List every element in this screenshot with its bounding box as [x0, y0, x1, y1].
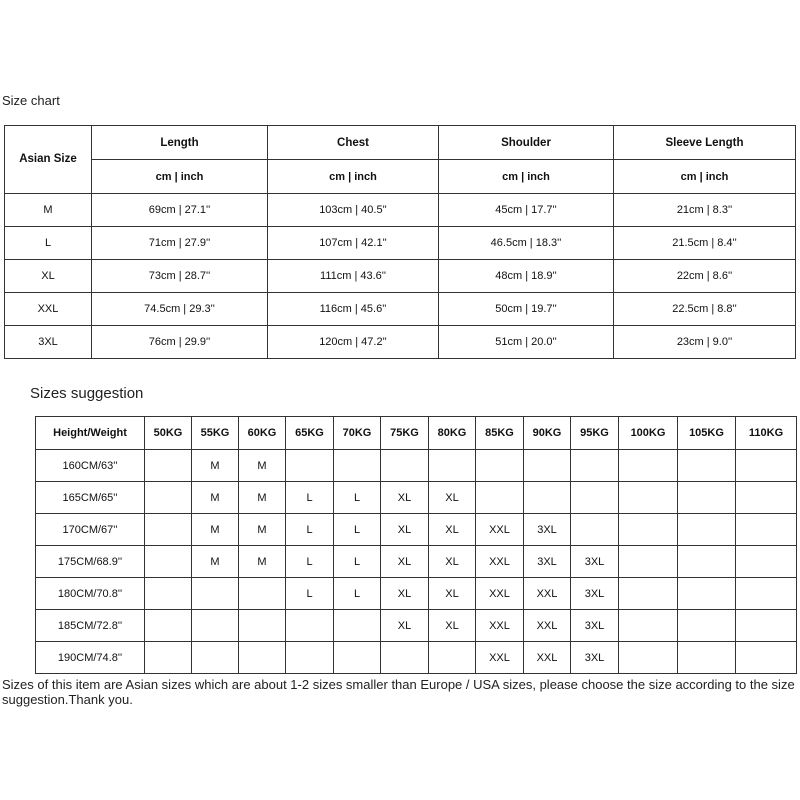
- measurement-cell: 103cm | 40.5'': [268, 194, 439, 227]
- suggested-size-cell: [736, 450, 797, 482]
- suggested-size-cell: [145, 546, 192, 578]
- suggested-size-cell: M: [192, 546, 239, 578]
- measurement-cell: 120cm | 47.2'': [268, 326, 439, 359]
- suggested-size-cell: M: [192, 482, 239, 514]
- suggested-size-cell: [678, 482, 736, 514]
- suggested-size-cell: [736, 514, 797, 546]
- measurement-cell: 107cm | 42.1'': [268, 227, 439, 260]
- suggested-size-cell: [381, 642, 429, 674]
- suggested-size-cell: XL: [429, 514, 476, 546]
- suggested-size-cell: [334, 610, 381, 642]
- size-row: [5, 293, 796, 326]
- unit-header: cm | inch: [268, 160, 439, 194]
- suggested-size-cell: [619, 578, 678, 610]
- suggested-size-cell: L: [286, 578, 334, 610]
- suggested-size-cell: M: [192, 450, 239, 482]
- suggested-size-cell: [736, 610, 797, 642]
- height-label: 165CM/65'': [36, 482, 145, 514]
- measurement-cell: 22.5cm | 8.8'': [614, 293, 796, 326]
- suggested-size-cell: XL: [381, 482, 429, 514]
- suggested-size-cell: [192, 610, 239, 642]
- measurement-cell: 71cm | 27.9'': [92, 227, 268, 260]
- suggested-size-cell: [619, 482, 678, 514]
- weight-header: 85KG: [476, 417, 524, 450]
- suggestion-row: [36, 610, 797, 642]
- suggested-size-cell: [571, 450, 619, 482]
- suggestion-row: [36, 578, 797, 610]
- suggested-size-cell: [619, 610, 678, 642]
- height-label: 160CM/63'': [36, 450, 145, 482]
- suggested-size-cell: XXL: [476, 642, 524, 674]
- suggested-size-cell: XL: [429, 578, 476, 610]
- weight-header: 100KG: [619, 417, 678, 450]
- unit-header: cm | inch: [439, 160, 614, 194]
- suggested-size-cell: XXL: [476, 610, 524, 642]
- suggested-size-cell: [145, 450, 192, 482]
- suggested-size-cell: [145, 610, 192, 642]
- suggested-size-cell: M: [239, 546, 286, 578]
- measurement-cell: 46.5cm | 18.3'': [439, 227, 614, 260]
- suggested-size-cell: 3XL: [571, 610, 619, 642]
- size-chart-header-row: [5, 126, 796, 160]
- suggested-size-cell: L: [286, 546, 334, 578]
- size-row: [5, 260, 796, 293]
- suggested-size-cell: [678, 610, 736, 642]
- size-row: [5, 326, 796, 359]
- measurement-cell: 73cm | 28.7'': [92, 260, 268, 293]
- suggested-size-cell: M: [192, 514, 239, 546]
- size-footnote: Sizes of this item are Asian sizes which are about 1-2 sizes smaller than Europe / USA sizes, please choose the size according to the size suggestion.Thank you.: [2, 677, 795, 707]
- sizes-suggestion-table: [35, 416, 797, 674]
- unit-header: cm | inch: [92, 160, 268, 194]
- weight-header: 80KG: [429, 417, 476, 450]
- size-row: [5, 227, 796, 260]
- suggested-size-cell: XXL: [524, 578, 571, 610]
- suggested-size-cell: M: [239, 450, 286, 482]
- size-row: [5, 194, 796, 227]
- suggested-size-cell: XL: [381, 578, 429, 610]
- weight-header: 95KG: [571, 417, 619, 450]
- suggested-size-cell: [145, 578, 192, 610]
- suggested-size-cell: [429, 450, 476, 482]
- suggested-size-cell: 3XL: [571, 642, 619, 674]
- suggested-size-cell: L: [286, 514, 334, 546]
- height-label: 185CM/72.8'': [36, 610, 145, 642]
- suggested-size-cell: [571, 482, 619, 514]
- suggested-size-cell: [678, 578, 736, 610]
- column-header: Sleeve Length: [614, 126, 796, 160]
- suggested-size-cell: [571, 514, 619, 546]
- suggested-size-cell: [286, 450, 334, 482]
- measurement-cell: 76cm | 29.9'': [92, 326, 268, 359]
- suggested-size-cell: L: [334, 482, 381, 514]
- suggested-size-cell: 3XL: [524, 546, 571, 578]
- suggested-size-cell: [619, 450, 678, 482]
- unit-header: cm | inch: [614, 160, 796, 194]
- asian-size-header: Asian Size: [5, 126, 92, 194]
- suggested-size-cell: [678, 642, 736, 674]
- suggested-size-cell: [192, 642, 239, 674]
- suggested-size-cell: [619, 642, 678, 674]
- suggestion-body: [36, 450, 797, 674]
- weight-header: 60KG: [239, 417, 286, 450]
- suggested-size-cell: L: [334, 546, 381, 578]
- measurement-cell: 116cm | 45.6'': [268, 293, 439, 326]
- suggestion-row: [36, 642, 797, 674]
- suggested-size-cell: [239, 642, 286, 674]
- column-header: Length: [92, 126, 268, 160]
- size-label: M: [5, 194, 92, 227]
- column-header: Shoulder: [439, 126, 614, 160]
- suggested-size-cell: 3XL: [524, 514, 571, 546]
- suggestion-row: [36, 450, 797, 482]
- suggested-size-cell: XL: [429, 610, 476, 642]
- suggested-size-cell: [286, 610, 334, 642]
- suggestion-row: [36, 514, 797, 546]
- suggestion-row: [36, 546, 797, 578]
- suggested-size-cell: [334, 450, 381, 482]
- suggested-size-cell: [736, 482, 797, 514]
- suggested-size-cell: [286, 642, 334, 674]
- height-label: 175CM/68.9'': [36, 546, 145, 578]
- size-chart-unit-row: [5, 160, 796, 194]
- suggested-size-cell: [678, 546, 736, 578]
- suggested-size-cell: L: [334, 578, 381, 610]
- suggested-size-cell: XXL: [476, 546, 524, 578]
- suggested-size-cell: M: [239, 514, 286, 546]
- suggested-size-cell: [239, 610, 286, 642]
- size-chart-table: [4, 125, 796, 359]
- measurement-cell: 51cm | 20.0'': [439, 326, 614, 359]
- suggested-size-cell: [145, 482, 192, 514]
- sizes-suggestion-title: Sizes suggestion: [30, 385, 144, 402]
- weight-header: 65KG: [286, 417, 334, 450]
- measurement-cell: 111cm | 43.6'': [268, 260, 439, 293]
- suggested-size-cell: XXL: [476, 514, 524, 546]
- height-weight-header: Height/Weight: [36, 417, 145, 450]
- suggested-size-cell: XL: [429, 482, 476, 514]
- suggestion-row: [36, 482, 797, 514]
- suggested-size-cell: [619, 514, 678, 546]
- measurement-cell: 21cm | 8.3'': [614, 194, 796, 227]
- suggested-size-cell: [476, 450, 524, 482]
- weight-header: 105KG: [678, 417, 736, 450]
- suggested-size-cell: [429, 642, 476, 674]
- measurement-cell: 69cm | 27.1'': [92, 194, 268, 227]
- measurement-cell: 45cm | 17.7'': [439, 194, 614, 227]
- suggested-size-cell: XL: [429, 546, 476, 578]
- suggested-size-cell: [334, 642, 381, 674]
- size-label: XXL: [5, 293, 92, 326]
- size-label: XL: [5, 260, 92, 293]
- suggested-size-cell: [239, 578, 286, 610]
- suggested-size-cell: [736, 546, 797, 578]
- measurement-cell: 23cm | 9.0'': [614, 326, 796, 359]
- suggested-size-cell: XXL: [476, 578, 524, 610]
- height-label: 190CM/74.8'': [36, 642, 145, 674]
- height-label: 170CM/67'': [36, 514, 145, 546]
- suggested-size-cell: [524, 450, 571, 482]
- suggested-size-cell: 3XL: [571, 546, 619, 578]
- measurement-cell: 21.5cm | 8.4'': [614, 227, 796, 260]
- weight-header: 55KG: [192, 417, 239, 450]
- suggested-size-cell: L: [286, 482, 334, 514]
- measurement-cell: 22cm | 8.6'': [614, 260, 796, 293]
- suggestion-header-row: [36, 417, 797, 450]
- suggested-size-cell: [736, 578, 797, 610]
- suggested-size-cell: [145, 514, 192, 546]
- weight-header: 75KG: [381, 417, 429, 450]
- size-label: 3XL: [5, 326, 92, 359]
- suggested-size-cell: [192, 578, 239, 610]
- column-header: Chest: [268, 126, 439, 160]
- height-label: 180CM/70.8'': [36, 578, 145, 610]
- suggested-size-cell: XXL: [524, 610, 571, 642]
- size-chart-body: [5, 194, 796, 359]
- size-chart-title: Size chart: [2, 93, 60, 108]
- measurement-cell: 50cm | 19.7'': [439, 293, 614, 326]
- suggested-size-cell: [678, 514, 736, 546]
- suggested-size-cell: M: [239, 482, 286, 514]
- weight-header: 70KG: [334, 417, 381, 450]
- measurement-cell: 74.5cm | 29.3'': [92, 293, 268, 326]
- size-label: L: [5, 227, 92, 260]
- suggested-size-cell: [736, 642, 797, 674]
- suggested-size-cell: [524, 482, 571, 514]
- suggested-size-cell: [476, 482, 524, 514]
- suggested-size-cell: L: [334, 514, 381, 546]
- suggested-size-cell: XL: [381, 514, 429, 546]
- suggested-size-cell: XL: [381, 546, 429, 578]
- suggested-size-cell: XL: [381, 610, 429, 642]
- suggested-size-cell: [381, 450, 429, 482]
- suggested-size-cell: [678, 450, 736, 482]
- suggested-size-cell: 3XL: [571, 578, 619, 610]
- weight-header: 90KG: [524, 417, 571, 450]
- measurement-cell: 48cm | 18.9'': [439, 260, 614, 293]
- weight-header: 50KG: [145, 417, 192, 450]
- suggested-size-cell: [619, 546, 678, 578]
- suggested-size-cell: XXL: [524, 642, 571, 674]
- weight-header: 110KG: [736, 417, 797, 450]
- suggested-size-cell: [145, 642, 192, 674]
